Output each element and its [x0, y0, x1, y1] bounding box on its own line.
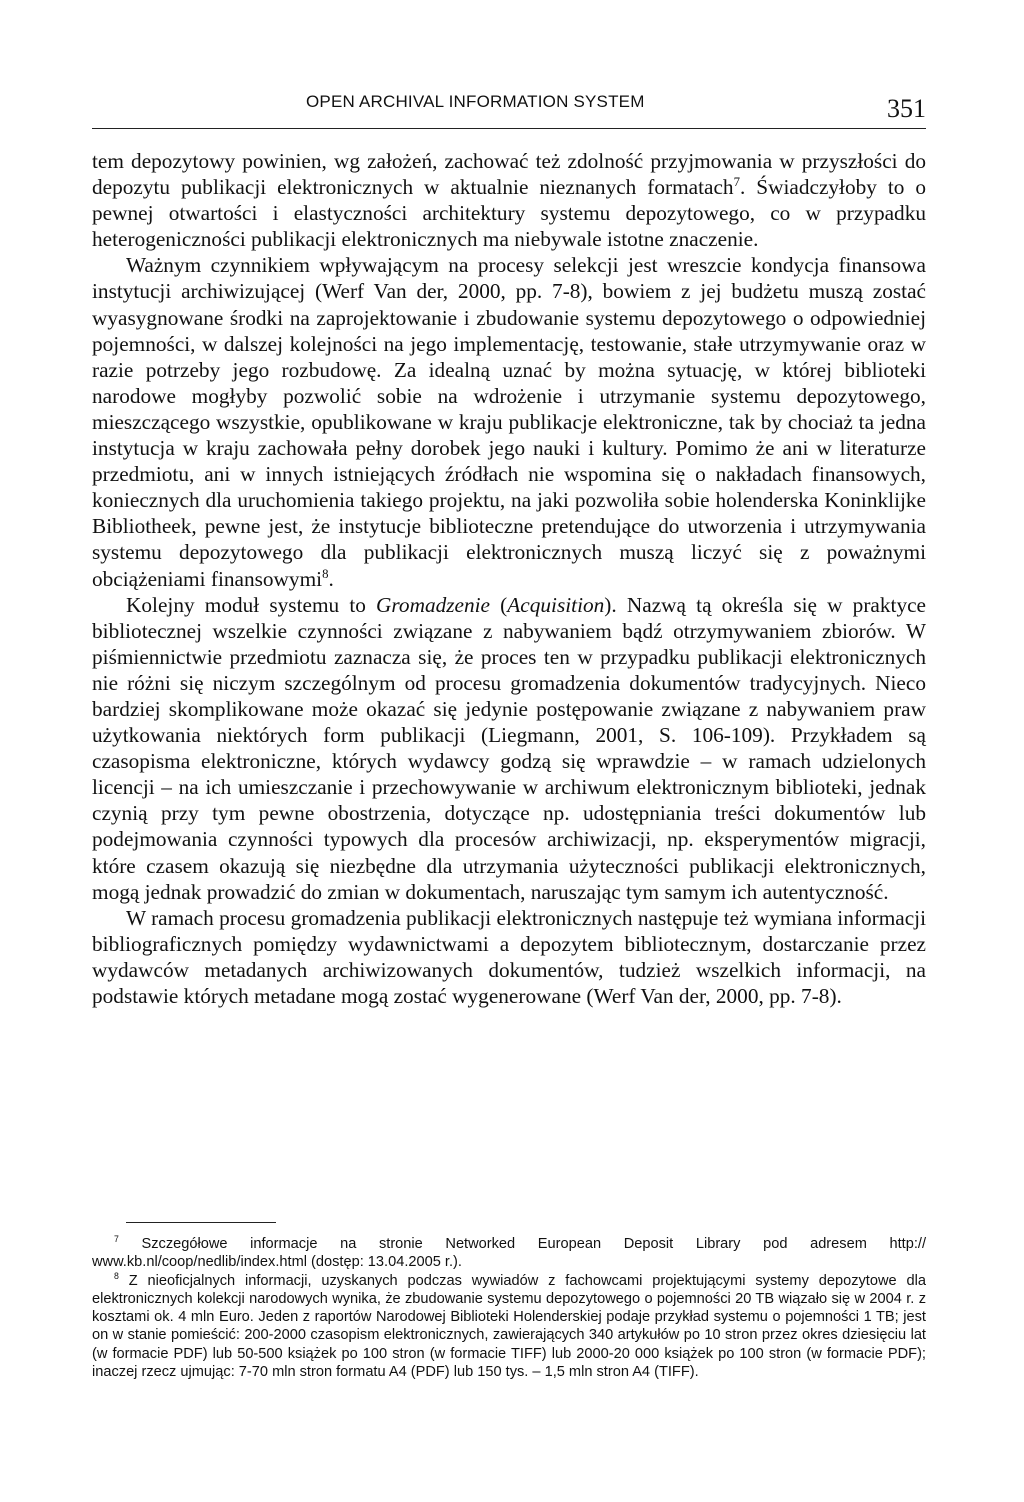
italic-term: Acquisition [507, 592, 605, 617]
page-header [92, 88, 926, 129]
text-run: W ramach procesu gromadzenia publikacji elektronicznych następuje też wymiana informacji bibliograficznych pomiędzy wydawnictwami a depozytem bibliotecznym, dostarczanie przez wydawców metadanych archiwizowanych dokumentów, tudzież wszelkich informacji, na podstawie których metadane mogą zostać wygenerowane (Werf Van der, 2000, pp. 7-8). [92, 905, 926, 1008]
running-title: OPEN ARCHIVAL INFORMATION SYSTEM [306, 92, 645, 111]
paragraph-3 [92, 592, 926, 905]
text-run: . [328, 566, 334, 591]
page-number: 351 [887, 94, 926, 123]
text-run: Kolejny moduł systemu to [126, 592, 377, 617]
text-run: . Świadczyłoby to o pewnej otwartości i elastyczności architektury systemu depozytowego, co w przypadku heterogeniczności publikacji elektronicznych ma niebywale istotne znaczenie. [92, 175, 926, 252]
footnotes [92, 1235, 926, 1381]
footnote-ref-8: 8 [322, 566, 329, 581]
body-text [92, 148, 926, 1009]
footnote-mark: 8 [114, 1270, 119, 1281]
paragraph-2 [92, 252, 926, 591]
footnote-8 [92, 1272, 926, 1382]
italic-term: Gromadzenie [376, 592, 491, 617]
paragraph-1 [92, 148, 926, 252]
paragraph-4 [92, 905, 926, 1009]
text-run: Ważnym czynnikiem wpływającym na procesy selekcji jest wreszcie kondycja finansowa instytucji archiwizującej (Werf Van der, 2000, pp. 7-8), bowiem z jej budżetu muszą zostać wyasygnowane środki na zaprojektowanie i zbudowanie systemu depozytowego o odpowiedniej pojemności, w dalszej kolejności na jego implementację, testowanie, stałe utrzymywanie oraz w razie potrzeby jego rozbudowę. Za idealną uznać by można sytuację, w której biblioteki narodowe mogłyby pozwolić sobie na wdrożenie i utrzymanie systemu depozytowego, mieszczącego wszystkie, opublikowane w kraju publikacje elektroniczne, tak by chociaż ta jedna instytucja w kraju zachowała pełny dorobek jego nauki i kultury. Pomimo że ani w literaturze przedmiotu, ani w innych istniejących źródłach nie wspomina się o nakładach finansowych, koniecznych dla uruchomienia takiego projektu, na jaki pozwoliła sobie holenderska Koninklijke Bibliotheek, pewne jest, że instytucje biblioteczne pretendujące do utworzenia i utrzymywania systemu depozytowego dla publikacji elektronicznych muszą liczyć się z poważnymi obciążeniami finansowymi [92, 253, 926, 591]
text-run: ). Nazwą tą określa się w praktyce bibliotecznej wszelkie czynności związane z nabywaniem bądź otrzymywaniem zbiorów. W piśmiennictwie przedmiotu zaznacza się, że proces ten w przypadku publikacji elektronicznych nie różni się niczym szczególnym od procesu gromadzenia dokumentów tradycyjnych. Nieco bardziej skomplikowane może okazać się jedynie postępowanie związane z nabywaniem praw użytkowania niektórych form publikacji (Liegmann, 2001, S. 106-109). Przykładem są czasopisma elektroniczne, których wydawcy godzą się wprawdzie – w ramach udzielonych licencji – na ich umieszczanie i przechowywanie w archiwum elektronicznym biblioteki, jednak czynią przy tym pewne obostrzenia, dotyczące np. udostępniania treści dokumentów lub podejmowania czynności typowych dla procesów archiwizacji, np. eksperymentów migracji, które czasem okazują się niezbędne dla utrzymania użyteczności publikacji elektronicznych, mogą jednak prowadzić do zmian w dokumentach, naruszając tym samym ich autentyczność. [92, 592, 926, 904]
text-run: tem depozytowy powinien, wg założeń, zachować też zdolność przyjmowania w przyszłości do depozytu publikacji elektronicznych w aktualnie nieznanych formatach [92, 149, 926, 200]
footnote-7 [92, 1235, 926, 1272]
footnote-mark: 7 [114, 1234, 119, 1245]
footnote-text: Z nieoficjalnych informacji, uzyskanych podczas wywiadów z fachowcami projektującymi systemy depozytowe dla elektronicznych kolekcji narodowych wynika, że zbudowanie systemu depozytowego o pojemności 20 TB wiązało się w 2004 r. z kosztami ok. 4 mln Euro. Jeden z raportów Narodowej Biblioteki Holenderskiej podaje przykład systemu o pojemności 1 TB; jest on w stanie pomieścić: 200-2000 czasopism elektronicznych, zawierających 340 artykułów po 10 stron przez okres dziesięciu lat (w formacie PDF) lub 50-500 książek po 100 stron (w formacie TIFF) lub 2000-20 000 książek po 100 stron (w formacie PDF); inaczej rzecz ujmując: 7-70 mln stron formatu A4 (PDF) lub 150 tys. – 1,5 mln stron A4 (TIFF). [92, 1272, 926, 1381]
footnote-separator [126, 1222, 276, 1223]
footnote-text: Szczegółowe informacje na stronie Networked European Deposit Library pod adresem http:// www.kb.nl/coop/nedlib/index.html (dostęp: 13.04.2005 r.). [92, 1236, 926, 1271]
text-run: ( [490, 592, 508, 617]
footnote-ref-7: 7 [733, 175, 740, 189]
